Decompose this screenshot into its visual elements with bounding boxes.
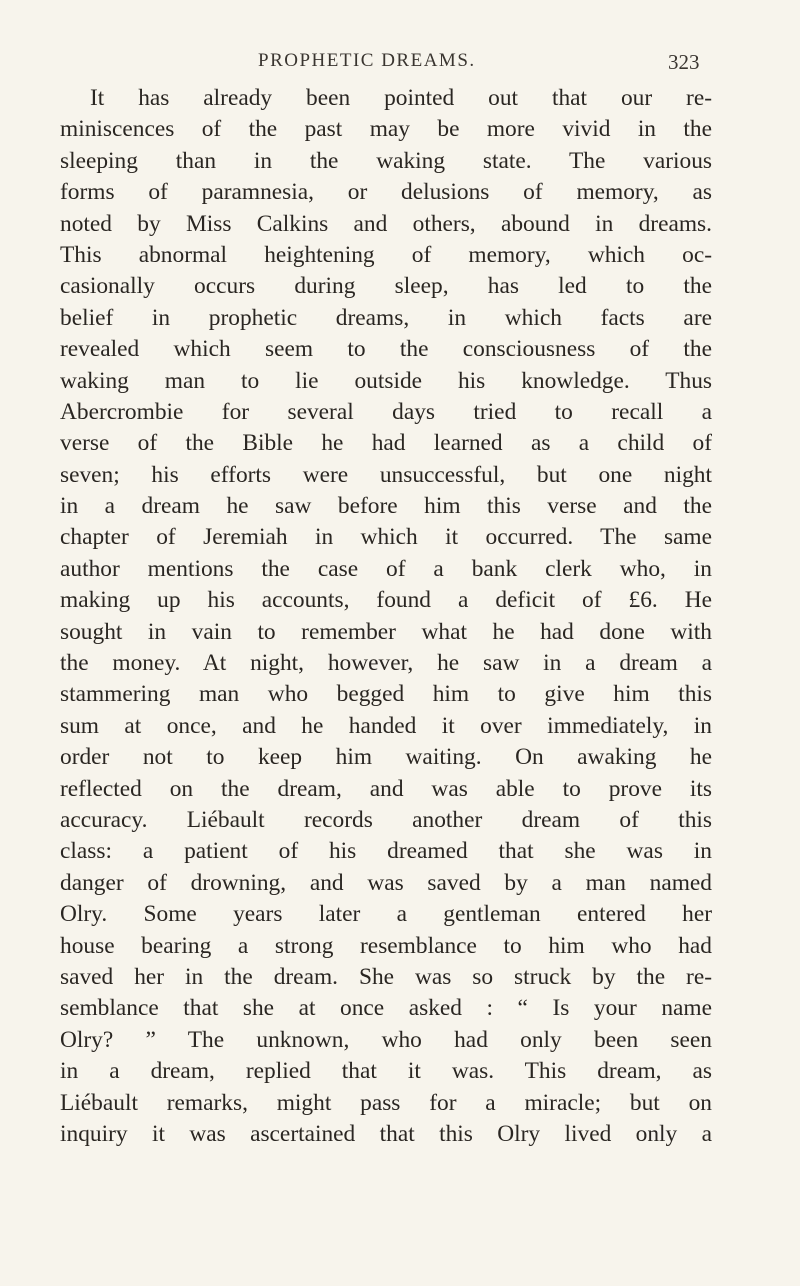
text-line: sum at once, and he handed it over immediately, in <box>60 712 712 739</box>
text-line: Abercrombie for several days tried to recall a <box>60 398 712 425</box>
text-line: inquiry it was ascertained that this Olry lived only a <box>60 1120 712 1147</box>
text-line: sought in vain to remember what he had done with <box>60 618 712 645</box>
text-line: accuracy. Liébault records another dream of this <box>60 806 712 833</box>
text-line: revealed which seem to the consciousness of the <box>60 336 712 363</box>
text-line: author mentions the case of a bank clerk who, in <box>60 555 712 582</box>
text-line: Olry? ” The unknown, who had only been seen <box>60 1026 712 1053</box>
running-head <box>0 50 800 82</box>
text-line: seven; his efforts were unsuccessful, but one night <box>60 461 712 488</box>
text-line: noted by Miss Calkins and others, abound in dreams. <box>60 210 712 237</box>
text-line: making up his accounts, found a deficit of £6. He <box>60 587 712 614</box>
text-line: belief in prophetic dreams, in which facts are <box>60 304 712 331</box>
text-line: the money. At night, however, he saw in a dream a <box>60 650 712 677</box>
text-line: class: a patient of his dreamed that she was in <box>60 838 712 865</box>
running-title: PROPHETIC DREAMS. <box>258 50 476 71</box>
text-line: It has already been pointed out that our re- <box>90 85 712 111</box>
text-line: verse of the Bible he had learned as a child of <box>60 430 712 457</box>
body-paragraph <box>60 83 712 1150</box>
text-line: This abnormal heightening of memory, which oc- <box>60 241 712 268</box>
text-line: Liébault remarks, might pass for a miracle; but on <box>60 1089 712 1116</box>
text-line: reflected on the dream, and was able to prove its <box>60 775 712 802</box>
text-line: danger of drowning, and was saved by a man named <box>60 869 712 896</box>
text-line: casionally occurs during sleep, has led to the <box>60 273 712 300</box>
text-line: chapter of Jeremiah in which it occurred. The same <box>60 524 712 551</box>
text-line: in a dream, replied that it was. This dream, as <box>60 1058 712 1085</box>
text-line: Olry. Some years later a gentleman entered her <box>60 901 712 928</box>
text-line: miniscences of the past may be more vivid in the <box>60 116 712 143</box>
text-line: order not to keep him waiting. On awaking he <box>60 744 712 771</box>
text-line: semblance that she at once asked : “ Is your name <box>60 995 712 1022</box>
text-line: forms of paramnesia, or delusions of memory, as <box>60 179 712 206</box>
page-number: 323 <box>668 50 700 74</box>
text-line: in a dream he saw before him this verse and the <box>60 493 712 520</box>
text-line: house bearing a strong resemblance to him who had <box>60 932 712 959</box>
text-line: stammering man who begged him to give him this <box>60 681 712 708</box>
text-line: waking man to lie outside his knowledge. Thus <box>60 367 712 394</box>
text-line: sleeping than in the waking state. The various <box>60 147 712 174</box>
text-line: saved her in the dream. She was so struck by the re- <box>60 963 712 990</box>
